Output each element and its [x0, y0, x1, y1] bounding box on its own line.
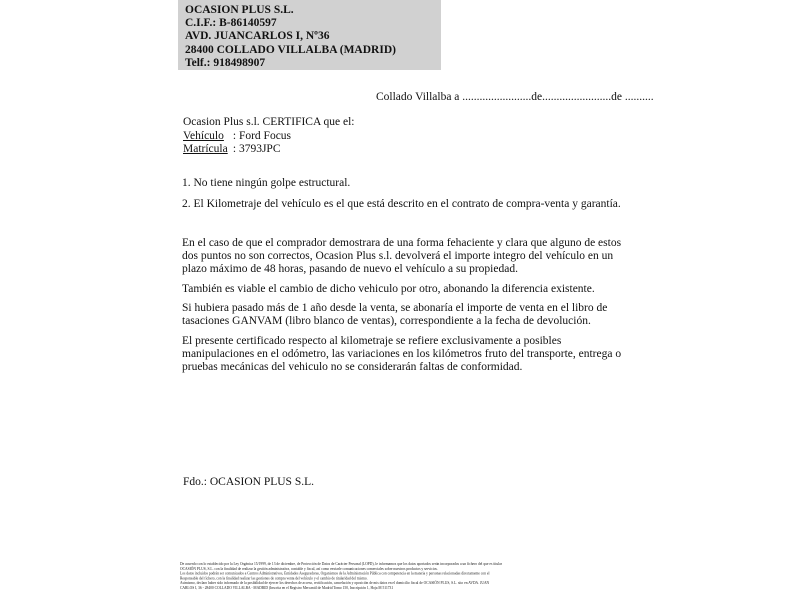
plate-row	[183, 143, 355, 157]
paragraph-refund: En el caso de que el comprador demostrara de una forma fehaciente y clara que alguno de estos dos puntos no son correctos, Ocasion Plus s.l. devolverá el importe integro del vehículo en un plazo máximo de 48 horas, pasando de nuevo el vehículo a su propiedad.	[182, 237, 622, 275]
certified-points-list	[182, 177, 621, 219]
certify-intro: Ocasion Plus s.l. CERTIFICA que el:	[183, 116, 355, 128]
footer-line-6: CARLOS I, 36 - 28400 COLLADO VILLALBA - MADRID (Inscrita en el Registro Mercantil de Madrid Tomo 150, Inscripción 1, Hoja M 511731	[180, 586, 394, 591]
vehicle-value: : Ford Focus	[232, 129, 292, 142]
point-2: 2. El Kilometraje del vehículo es el que está descrito en el contrato de compra-venta y garantía.	[182, 198, 621, 210]
vehicle-label: Vehículo	[183, 129, 224, 142]
paragraph-ganvam: Si hubiera pasado más de 1 año desde la venta, se abonaría el importe de venta en el libro de tasaciones GANVAM (libro blanco de ventas), correspondiente a la fecha de devolución.	[182, 302, 608, 327]
company-cif: C.I.F.: B-86140597	[185, 17, 277, 30]
paragraph-exchange: También es viable el cambio de dicho vehiculo por otro, abonando la diferencia existente.	[182, 282, 595, 295]
company-name: OCASION PLUS S.L.	[185, 4, 294, 16]
company-phone: Telf.: 918498907	[185, 56, 266, 69]
footer-line-4: Responsable del fichero, con la finalidad realizar las gestiones de compra venta del vehículo y el cambio de titularidad del mismo.	[180, 577, 368, 581]
signature-line: Fdo.: OCASION PLUS S.L.	[183, 476, 314, 488]
certification-block	[183, 116, 355, 157]
terms-paragraphs	[182, 237, 629, 380]
date-line: Collado Villalba a ........................de........................de ..........	[376, 91, 654, 103]
plate-value: : 3793JPC	[232, 143, 281, 156]
company-city: 28400 COLLADO VILLALBA (MADRID)	[185, 43, 396, 56]
footer-line-5: Asimismo, declaro haber sido informado de la posibilidad de ejercer los derechos de acceso, rectificación, cancelación y oposición de mis datos en el domicilio fiscal de OCASIÓN PLUS, S.L. sito en AVDA. JUAN	[180, 581, 490, 586]
paragraph-odometer: El presente certificado respecto al kilometraje se refiere exclusivamente a posibles manipulaciones en el odómetro, las variaciones en los kilómetros fruto del transporte, entrega o pruebas mecánicas del vehiculo no se considerarán faltas de conformidad.	[182, 334, 622, 373]
vehicle-row	[183, 130, 355, 144]
company-header-block	[178, 0, 441, 70]
footer-line-1: De acuerdo con lo establecido por la Ley Orgánica 15/1999, de 13 de diciembre, de Protección de Datos de Carácter Personal (LOPD), le informamos que los datos aportados serán incorporados a un fichero del que es titular	[180, 562, 502, 567]
footer-line-3: Los datos incluidos podrán ser comunicados a Centros Administrativos, Entidades Aseguradoras, Organismos de la Administración Pública con competencia en la materia y personas relacionadas directamente con el	[180, 572, 490, 576]
company-address: AVD. JUANCARLOS I, Nº36	[185, 30, 330, 43]
footer-line-2: OCASIÓN PLUS, S.L. con la finalidad de realizar la gestión administrativa, contable y fiscal, así como enviarle comunicaciones comerciales sobre nuestros productos y servicios.	[180, 567, 438, 571]
point-1: 1. No tiene ningún golpe estructural.	[182, 177, 351, 189]
legal-footer	[180, 562, 613, 591]
plate-label: Matrícula	[183, 143, 228, 156]
